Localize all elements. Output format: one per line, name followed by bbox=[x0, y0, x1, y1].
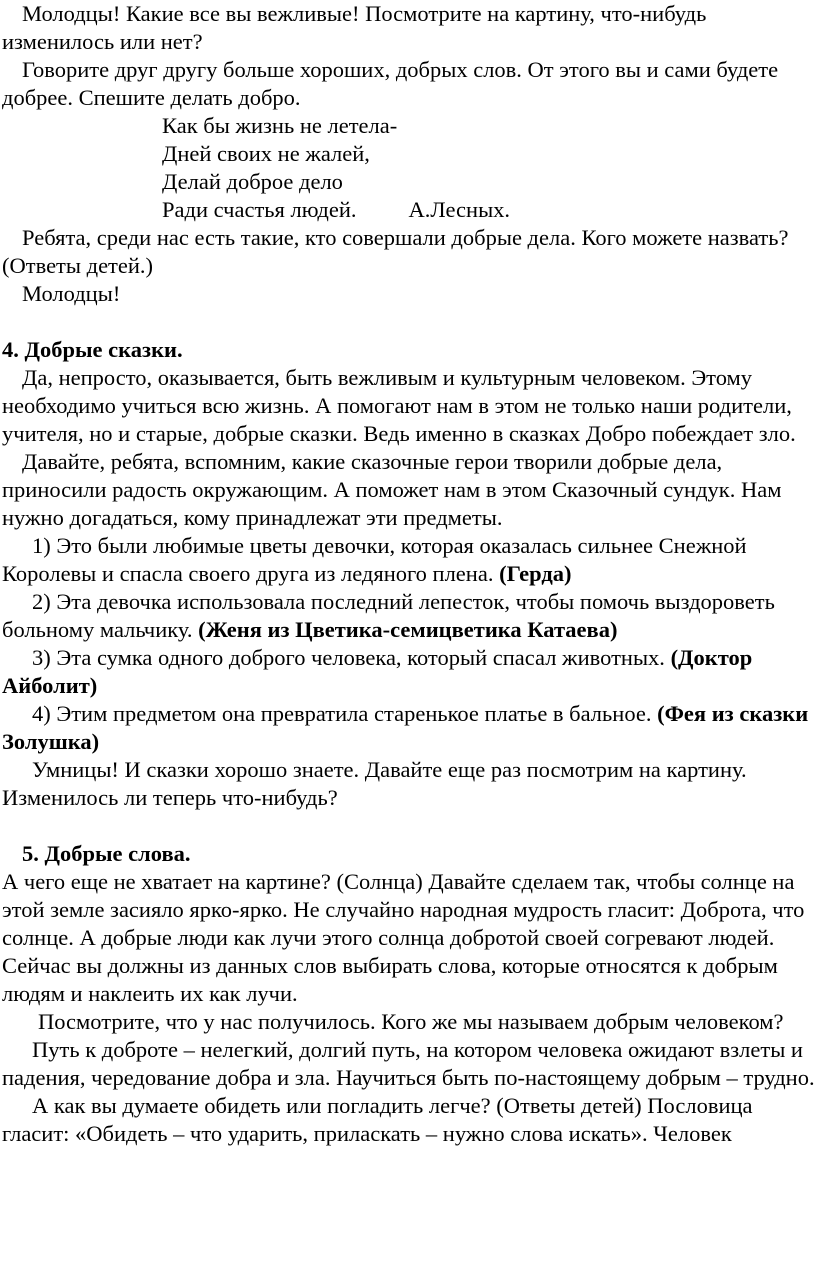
riddle-answer: (Фея из сказки Золушка) bbox=[2, 701, 809, 754]
paragraph: Давайте, ребята, вспомним, какие сказочные герои творили добрые дела, приносили радость окружающим. А поможет нам в этом Сказочный сундук. Нам нужно догадаться, кому принадлежат эти предметы. bbox=[2, 449, 782, 530]
poem-line: Ради счастья людей. bbox=[162, 197, 357, 222]
poem-author: А.Лесных. bbox=[408, 197, 511, 222]
poem-line: Как бы жизнь не летела- bbox=[162, 113, 398, 138]
paragraph: А как вы думаете обидеть или погладить легче? (Ответы детей) Пословица гласит: «Обидеть – что ударить, приласкать – нужно слова искать». Человек bbox=[2, 1093, 753, 1146]
section-heading: 4. Добрые сказки. bbox=[2, 337, 183, 362]
riddle-answer: (Женя из Цветика-семицветика Катаева) bbox=[198, 617, 618, 642]
poem-line: Делай доброе дело bbox=[162, 169, 343, 194]
riddle-item bbox=[2, 588, 816, 644]
riddle-text: 1) Это были любимые цветы девочки, которая оказалась сильнее Снежной Королевы и спасла своего друга из ледяного плена. bbox=[2, 533, 747, 586]
poem-line-with-author bbox=[2, 196, 816, 224]
paragraph: Ребята, среди нас есть такие, кто совершали добрые дела. Кого можете назвать? (Ответы детей.) bbox=[2, 225, 789, 278]
paragraph: А чего еще не хватает на картине? (Солнца) Давайте сделаем так, чтобы солнце на этой земле засияло ярко-ярко. Не случайно народная мудрость гласит: Доброта, что солнце. А добрые люди как лучи этого солнца добротой своей согревают людей. Сейчас вы должны из данных слов выбирать слова, которые относятся к добрым людям и наклеить их как лучи. bbox=[2, 869, 805, 1006]
riddle-text: 3) Эта сумка одного доброго человека, который спасал животных. bbox=[32, 645, 671, 670]
paragraph: Умницы! И сказки хорошо знаете. Давайте еще раз посмотрим на картину. Изменилось ли теперь что-нибудь? bbox=[2, 757, 747, 810]
poem bbox=[2, 112, 816, 224]
riddle-text: 2) Эта девочка использовала последний лепесток, чтобы помочь выздороветь больному мальчику. bbox=[2, 589, 775, 642]
riddle-item bbox=[2, 532, 816, 588]
paragraph: Да, непросто, оказывается, быть вежливым и культурным человеком. Этому необходимо учиться всю жизнь. А помогают нам в этом не только наши родители, учителя, но и старые, добрые сказки. Ведь именно в сказках Добро побеждает зло. bbox=[2, 365, 796, 446]
paragraph: Посмотрите, что у нас получилось. Кого же мы называем добрым человеком? bbox=[38, 1009, 784, 1034]
riddle-item bbox=[2, 700, 816, 756]
paragraph: Молодцы! Какие все вы вежливые! Посмотрите на картину, что-нибудь изменилось или нет? bbox=[2, 1, 707, 54]
riddle-text: 4) Этим предметом она превратила старенькое платье в бальное. bbox=[32, 701, 658, 726]
section-heading: 5. Добрые слова. bbox=[22, 841, 191, 866]
riddle-answer: (Доктор Айболит) bbox=[2, 645, 753, 698]
paragraph: Говорите друг другу больше хороших, добрых слов. От этого вы и сами будете добрее. Спешите делать добро. bbox=[2, 57, 779, 110]
spacer bbox=[2, 812, 816, 840]
riddle-answer: (Герда) bbox=[499, 561, 572, 586]
riddle-item bbox=[2, 644, 816, 700]
poem-line: Дней своих не жалей, bbox=[162, 141, 370, 166]
paragraph: Путь к доброте – нелегкий, долгий путь, на котором человека ожидают взлеты и падения, чередование добра и зла. Научиться быть по-настоящему добрым – трудно. bbox=[2, 1037, 815, 1090]
paragraph: Молодцы! bbox=[22, 281, 121, 306]
spacer bbox=[2, 308, 816, 336]
